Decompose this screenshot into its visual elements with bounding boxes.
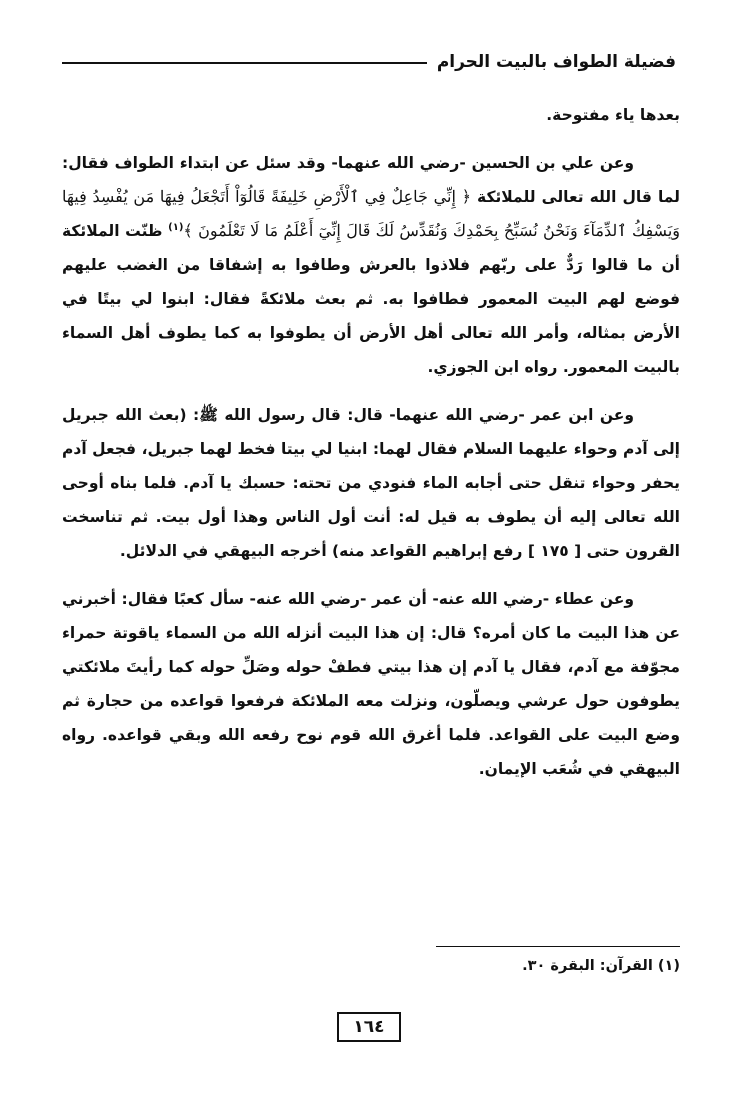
paragraph-4: وعن عطاء -رضي الله عنه- أن عمر -رضي الله عنه- سأل كعبًا فقال: أخبرني عن هذا البيت ما كان أمره؟ قال: إن هذا البيت أنزله الله من السماء ياقوتة حمراء مجوّفة مع آدم، فقال يا آدم إن هذا بيتي فطفْ حوله وصَلِّ حوله كما رأيتَ ملائكتي يطوفون حول عرشي ويصلّون، ونزلت معه الملائكة فرفعوا قواعده من حجارة ثم وضع البيت على القواعد. فلما أغرق الله قوم نوح رفعه الله وبقي قواعده. رواه البيهقي في شُعَب الإيمان. (62, 590, 680, 778)
paragraph-2-intro: وعن علي بن الحسين -رضي الله عنهما- وقد سئل عن ابتداء الطواف فقال: لما قال الله تعالى للملائكة (62, 154, 680, 206)
footnote-separator (436, 946, 680, 947)
header-title: فضيلة الطواف بالبيت الحرام (436, 52, 676, 72)
paragraph-2-rest: ظنّت الملائكة أن ما قالوا رَدٌّ على ربّهم فلاذوا بالعرش وطافوا به إشفاقا من الغضب عليهم فوضع لهم البيت المعمور فطافوا به. ثم بعث ملائكةً فقال: ابنوا لي بيتًا في الأرض بمثاله، وأمر الله تعالى أهل الأرض أن يطوفوا به كما يطوف أهل السماء بالبيت المعمور. رواه ابن الجوزي. (62, 222, 680, 376)
paragraph-2 (62, 146, 680, 384)
page-number-box (337, 1012, 401, 1042)
page-number: ١٦٤ (353, 1017, 385, 1037)
paragraph-3: وعن ابن عمر -رضي الله عنهما- قال: قال رسول الله ﷺ: (بعث الله جبريل إلى آدم وحواء عليهما السلام فقال لهما: ابنيا لي بيتا فخط لهما جبريل، فجعل آدم يحفر وحواء تنقل حتى أجابه الماء فنودي من تحته: حسبك يا آدم. فلما بناه أوحى الله تعالى إليه أن يطوف به قيل له: أنت أول الناس وهذا أول بيت. ثم تناسخت القرون حتى [ ١٧٥ ] رفع إبراهيم القواعد منه) أخرجه البيهقي في الدلائل. (62, 406, 680, 560)
body-text (62, 98, 680, 800)
quran-verse: ﴿ إِنِّي جَاعِلٌ فِي ٱلْأَرْضِ خَلِيفَةً قَالُوٓاْ أَتَجْعَلُ فِيهَا مَن يُفْسِدُ فِيهَا وَيَسْفِكُ ٱلدِّمَآءَ وَنَحْنُ نُسَبِّحُ بِحَمْدِكَ وَنُقَدِّسُ لَكَ قَالَ إِنِّيٓ أَعْلَمُ مَا لَا تَعْلَمُونَ ﴾ (62, 187, 681, 240)
footnote: (١) القرآن: البقرة ٣٠. (522, 958, 680, 974)
footnote-marker: (١) (168, 221, 184, 233)
header-rule (62, 62, 427, 64)
running-header (62, 46, 676, 78)
paragraph-1: بعدها ياء مفتوحة. (546, 106, 680, 124)
